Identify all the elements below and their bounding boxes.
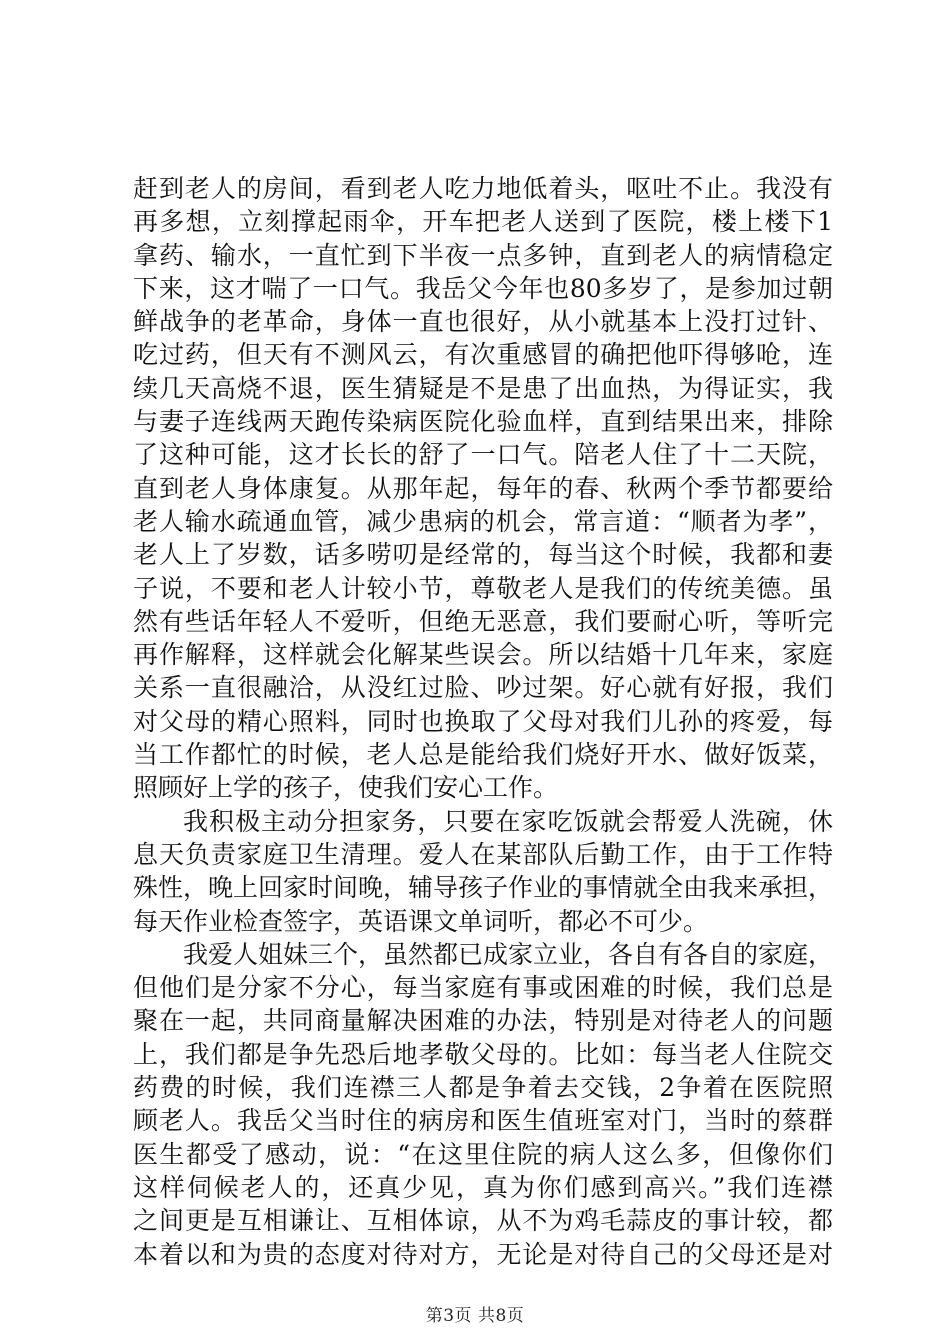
text-line: 本着以和为贵的态度对待对方，无论是对待自己的父母还是对 [133,1239,833,1269]
text-line: 医生都受了感动，说：“在这里住院的病人这么多，但像你们 [133,1139,833,1169]
text-line: 关系一直很融洽，从没红过脸、吵过架。好心就有好报，我们 [133,673,833,703]
text-line: 与妻子连线两天跑传染病医院化验血样，直到结果出来，排除 [133,407,833,437]
text-line: 拿药、输水，一直忙到下半夜一点多钟，直到老人的病情稳定 [133,240,833,270]
text-line: 老人上了岁数，话多唠叨是经常的，每当这个时候，我都和妻 [133,540,833,570]
text-line: 再作解释，这样就会化解某些误会。所以结婚十几年来，家庭 [133,640,833,670]
text-line: 殊性，晚上回家时间晚，辅导孩子作业的事情就全由我来承担， [133,873,833,903]
text-line: 再多想，立刻撑起雨伞，开车把老人送到了医院，楼上楼下1 [133,207,833,237]
text-line: 但他们是分家不分心，每当家庭有事或困难的时候，我们总是 [133,973,833,1003]
paragraph [133,938,833,1271]
text-line: 上，我们都是争先恐后地孝敬父母的。比如：每当老人住院交 [133,1039,833,1069]
text-line: 吃过药，但天有不测风云，有次重感冒的确把他吓得够呛，连 [133,340,833,370]
text-line: 我爱人姐妹三个，虽然都已成家立业，各自有各自的家庭， [183,939,833,969]
text-line: 鲜战争的老革命，身体一直也很好，从小就基本上没打过针、 [133,307,833,337]
text-line: 聚在一起，共同商量解决困难的办法，特别是对待老人的问题 [133,1006,833,1036]
text-line: 老人输水疏通血管，减少患病的机会，常言道：“顺者为孝”， [133,506,833,536]
page-footer: 第3页 共8页 [425,1306,525,1326]
paragraph [133,805,833,938]
text-line: 对父母的精心照料，同时也换取了父母对我们儿孙的疼爱，每 [133,706,833,736]
text-line: 直到老人身体康复。从那年起，每年的春、秋两个季节都要给 [133,473,833,503]
text-line: 之间更是互相谦让、互相体谅，从不为鸡毛蒜皮的事计较，都 [133,1206,833,1236]
text-line: 赶到老人的房间，看到老人吃力地低着头，呕吐不止。我没有 [133,174,833,203]
text-line: 续几天高烧不退，医生猜疑是不是患了出血热，为得证实，我 [133,373,833,403]
text-line: 下来，这才喘了一口气。我岳父今年也80多岁了，是参加过朝 [133,273,833,303]
text-line: 子说，不要和老人计较小节，尊敬老人是我们的传统美德。虽 [133,573,833,603]
document-body [133,172,833,1271]
text-line: 当工作都忙的时候，老人总是能给我们烧好开水、做好饭菜， [133,740,833,770]
text-line: 顾老人。我岳父当时住的病房和医生值班室对门，当时的蔡群 [133,1106,833,1136]
text-line: 然有些话年轻人不爱听，但绝无恶意，我们要耐心听，等听完 [133,606,833,636]
text-line: 息天负责家庭卫生清理。爱人在某部队后勤工作，由于工作特 [133,839,833,869]
text-line: 这样伺候老人的，还真少见，真为你们感到高兴。”我们连襟 [133,1172,833,1202]
text-line: 了这种可能，这才长长的舒了一口气。陪老人住了十二天院， [133,440,833,470]
text-line: 照顾好上学的孩子，使我们安心工作。 [133,773,559,803]
paragraph [133,172,833,805]
text-line: 药费的时候，我们连襟三人都是争着去交钱，2争着在医院照 [133,1073,833,1103]
text-line: 我积极主动分担家务，只要在家吃饭就会帮爱人洗碗，休 [183,806,833,836]
text-line: 每天作业检查签字，英语课文单词听，都必不可少。 [133,906,709,936]
